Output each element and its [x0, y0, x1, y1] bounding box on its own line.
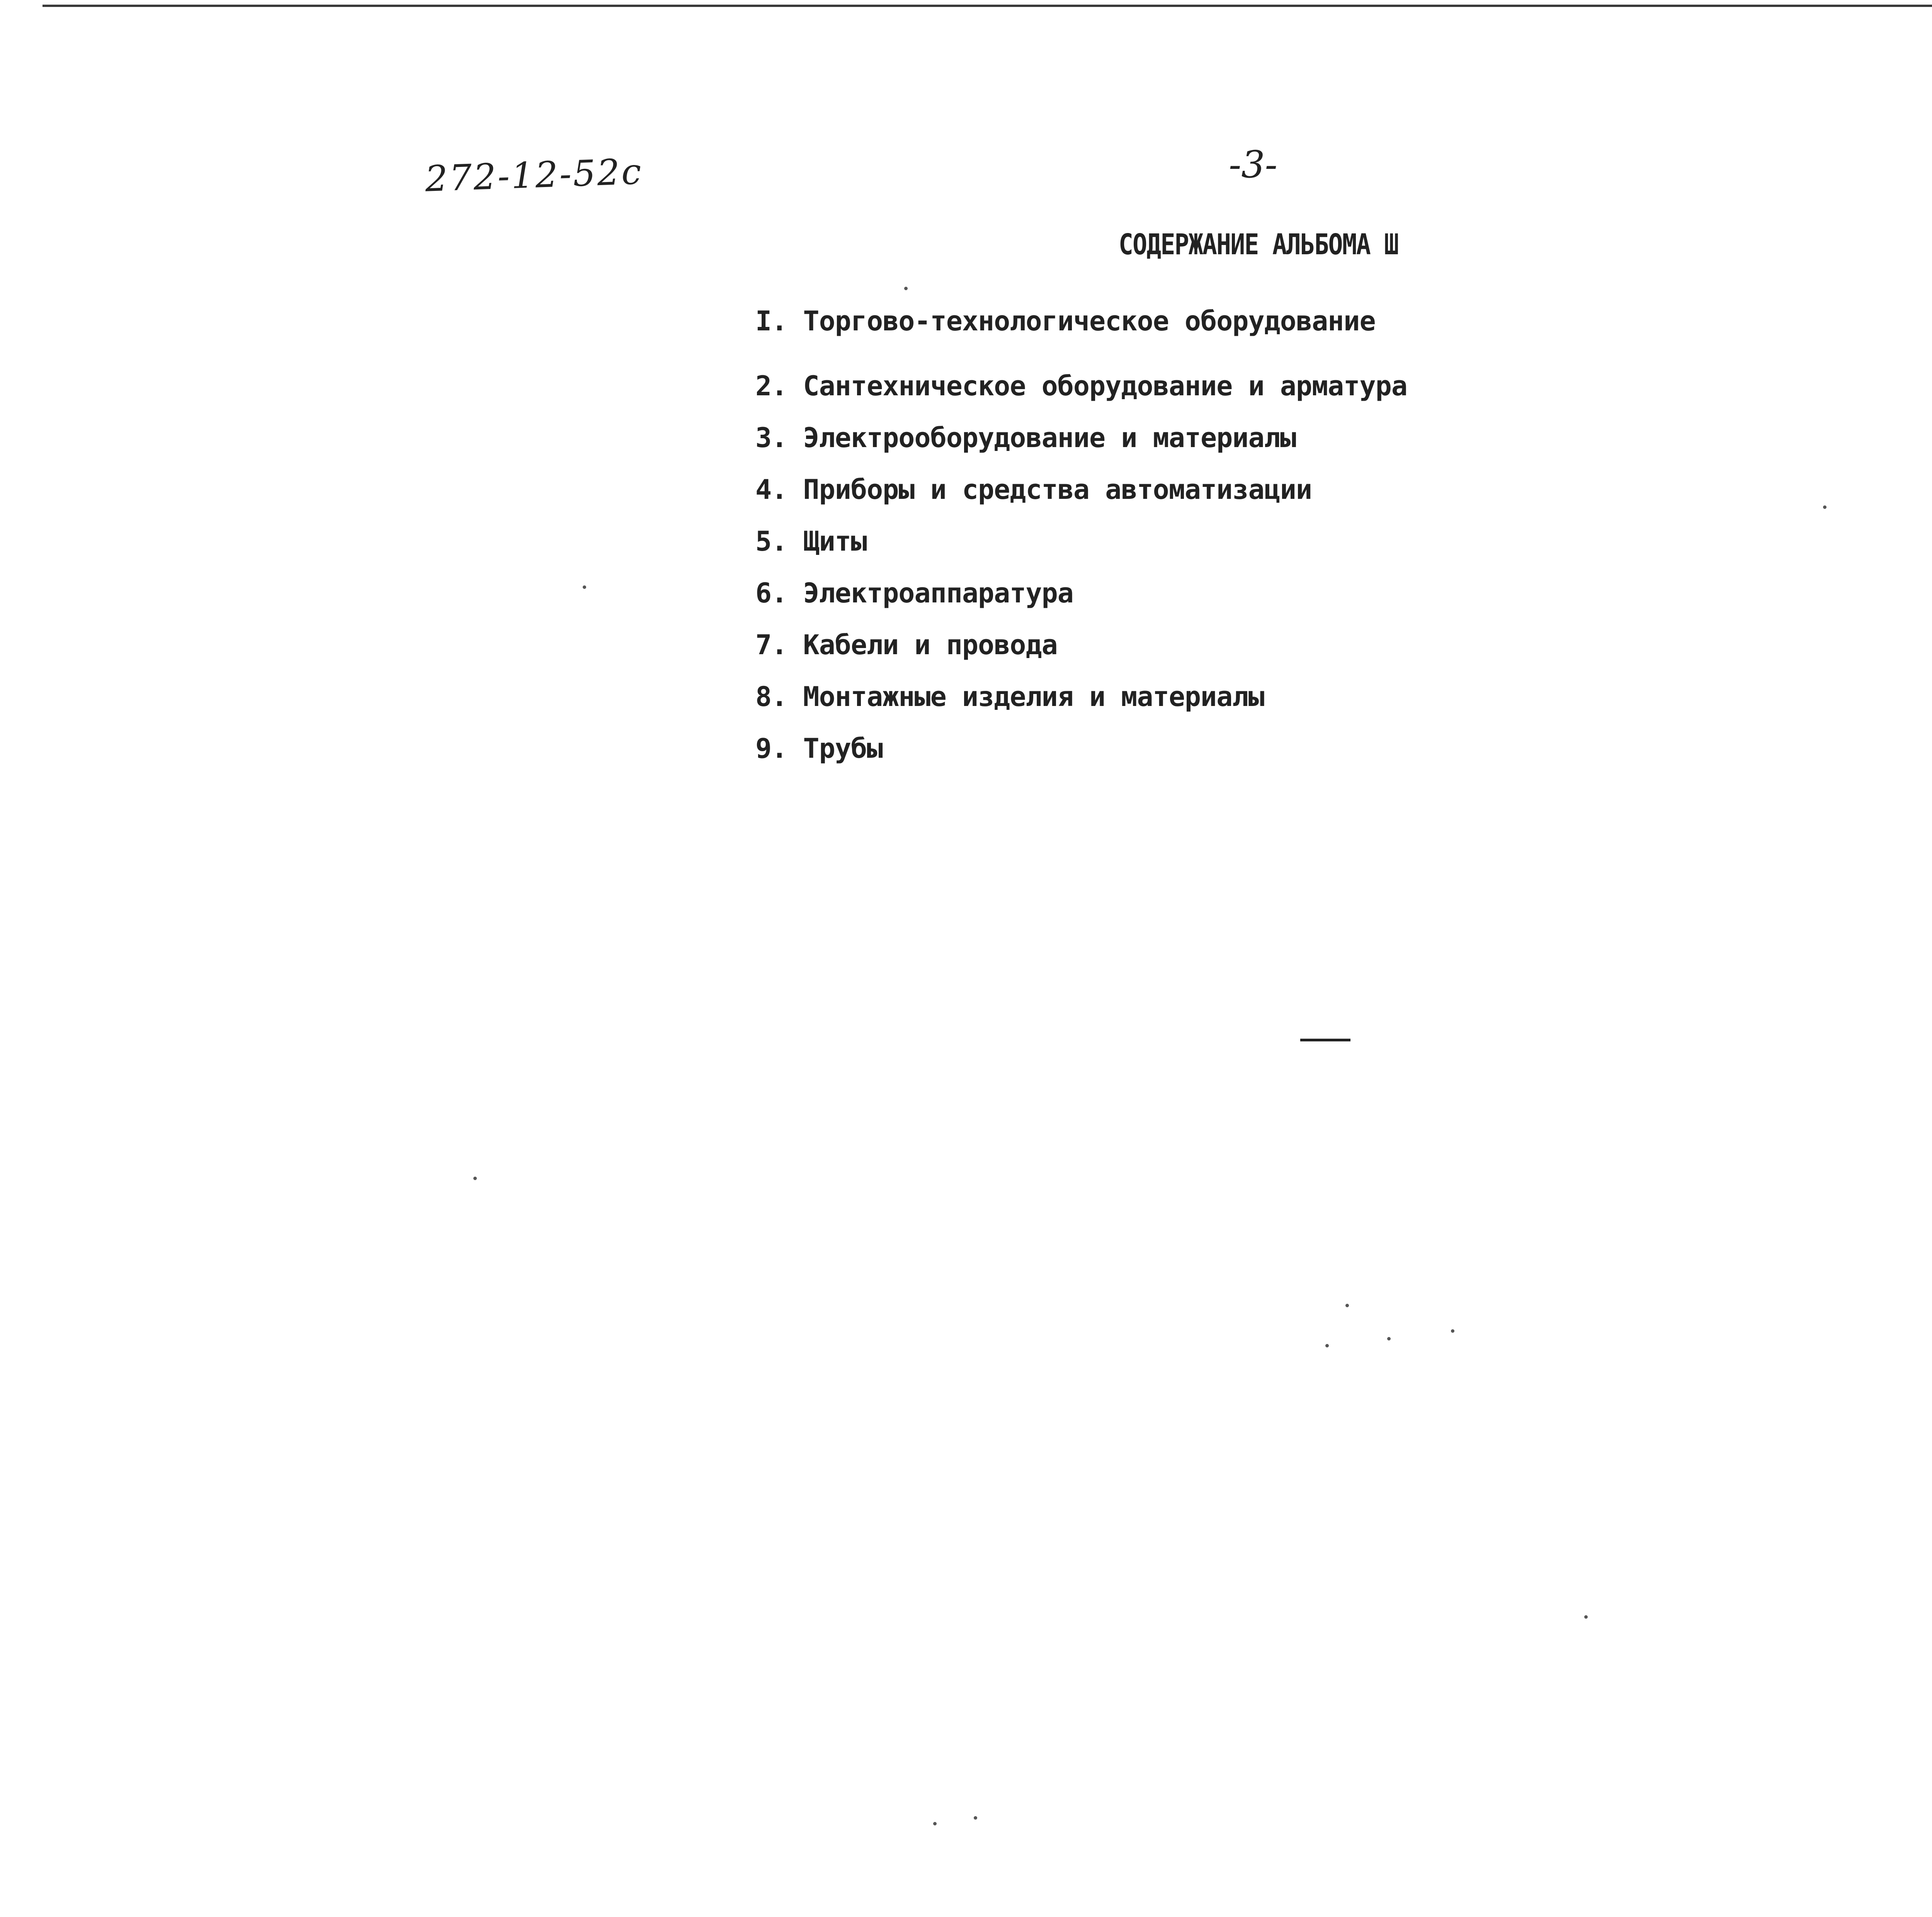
toc-item-label: 5. Щиты: [755, 526, 867, 557]
scan-speck: [583, 585, 586, 589]
toc-item: [755, 733, 1932, 775]
toc-item: [755, 422, 1932, 464]
toc-item: [755, 370, 1932, 413]
toc-item: [755, 305, 1932, 348]
toc-item-label: 6. Электроаппаратура: [755, 577, 1073, 609]
toc-item-label: 9. Трубы: [755, 733, 883, 764]
top-border-line: [43, 5, 1932, 7]
page-title: СОДЕРЖАНИЕ АЛЬБОМА Ш: [1119, 228, 1398, 261]
toc-item: [755, 526, 1932, 568]
document-code: 272-12-52с: [424, 151, 644, 200]
toc-item-label: 4. Приборы и средства автоматизации: [755, 474, 1312, 505]
toc-item-label: 2. Сантехническое оборудование и арматура: [755, 370, 1407, 402]
toc-item: [755, 474, 1932, 516]
toc-item-label: 8. Монтажные изделия и материалы: [755, 681, 1264, 713]
scan-speck: [1451, 1329, 1454, 1333]
scan-speck: [473, 1177, 477, 1180]
end-of-contents-line: [1300, 1039, 1350, 1041]
toc-item-label: 7. Кабели и провода: [755, 629, 1058, 661]
page-number: -3-: [1229, 143, 1277, 186]
scan-speck: [1823, 505, 1827, 509]
scan-speck: [1584, 1615, 1588, 1619]
toc-item: [755, 577, 1932, 620]
toc-item: [755, 629, 1932, 672]
toc-item-label: 3. Электрооборудование и материалы: [755, 422, 1296, 454]
toc-item: [755, 681, 1932, 723]
scan-speck: [974, 1816, 977, 1820]
scan-speck: [1345, 1304, 1349, 1307]
scan-speck: [1325, 1344, 1329, 1347]
scan-speck: [904, 287, 908, 290]
scan-speck: [933, 1822, 937, 1825]
scan-speck: [1387, 1337, 1391, 1340]
toc-item-label: I. Торгово-технологическое оборудование: [755, 305, 1376, 337]
